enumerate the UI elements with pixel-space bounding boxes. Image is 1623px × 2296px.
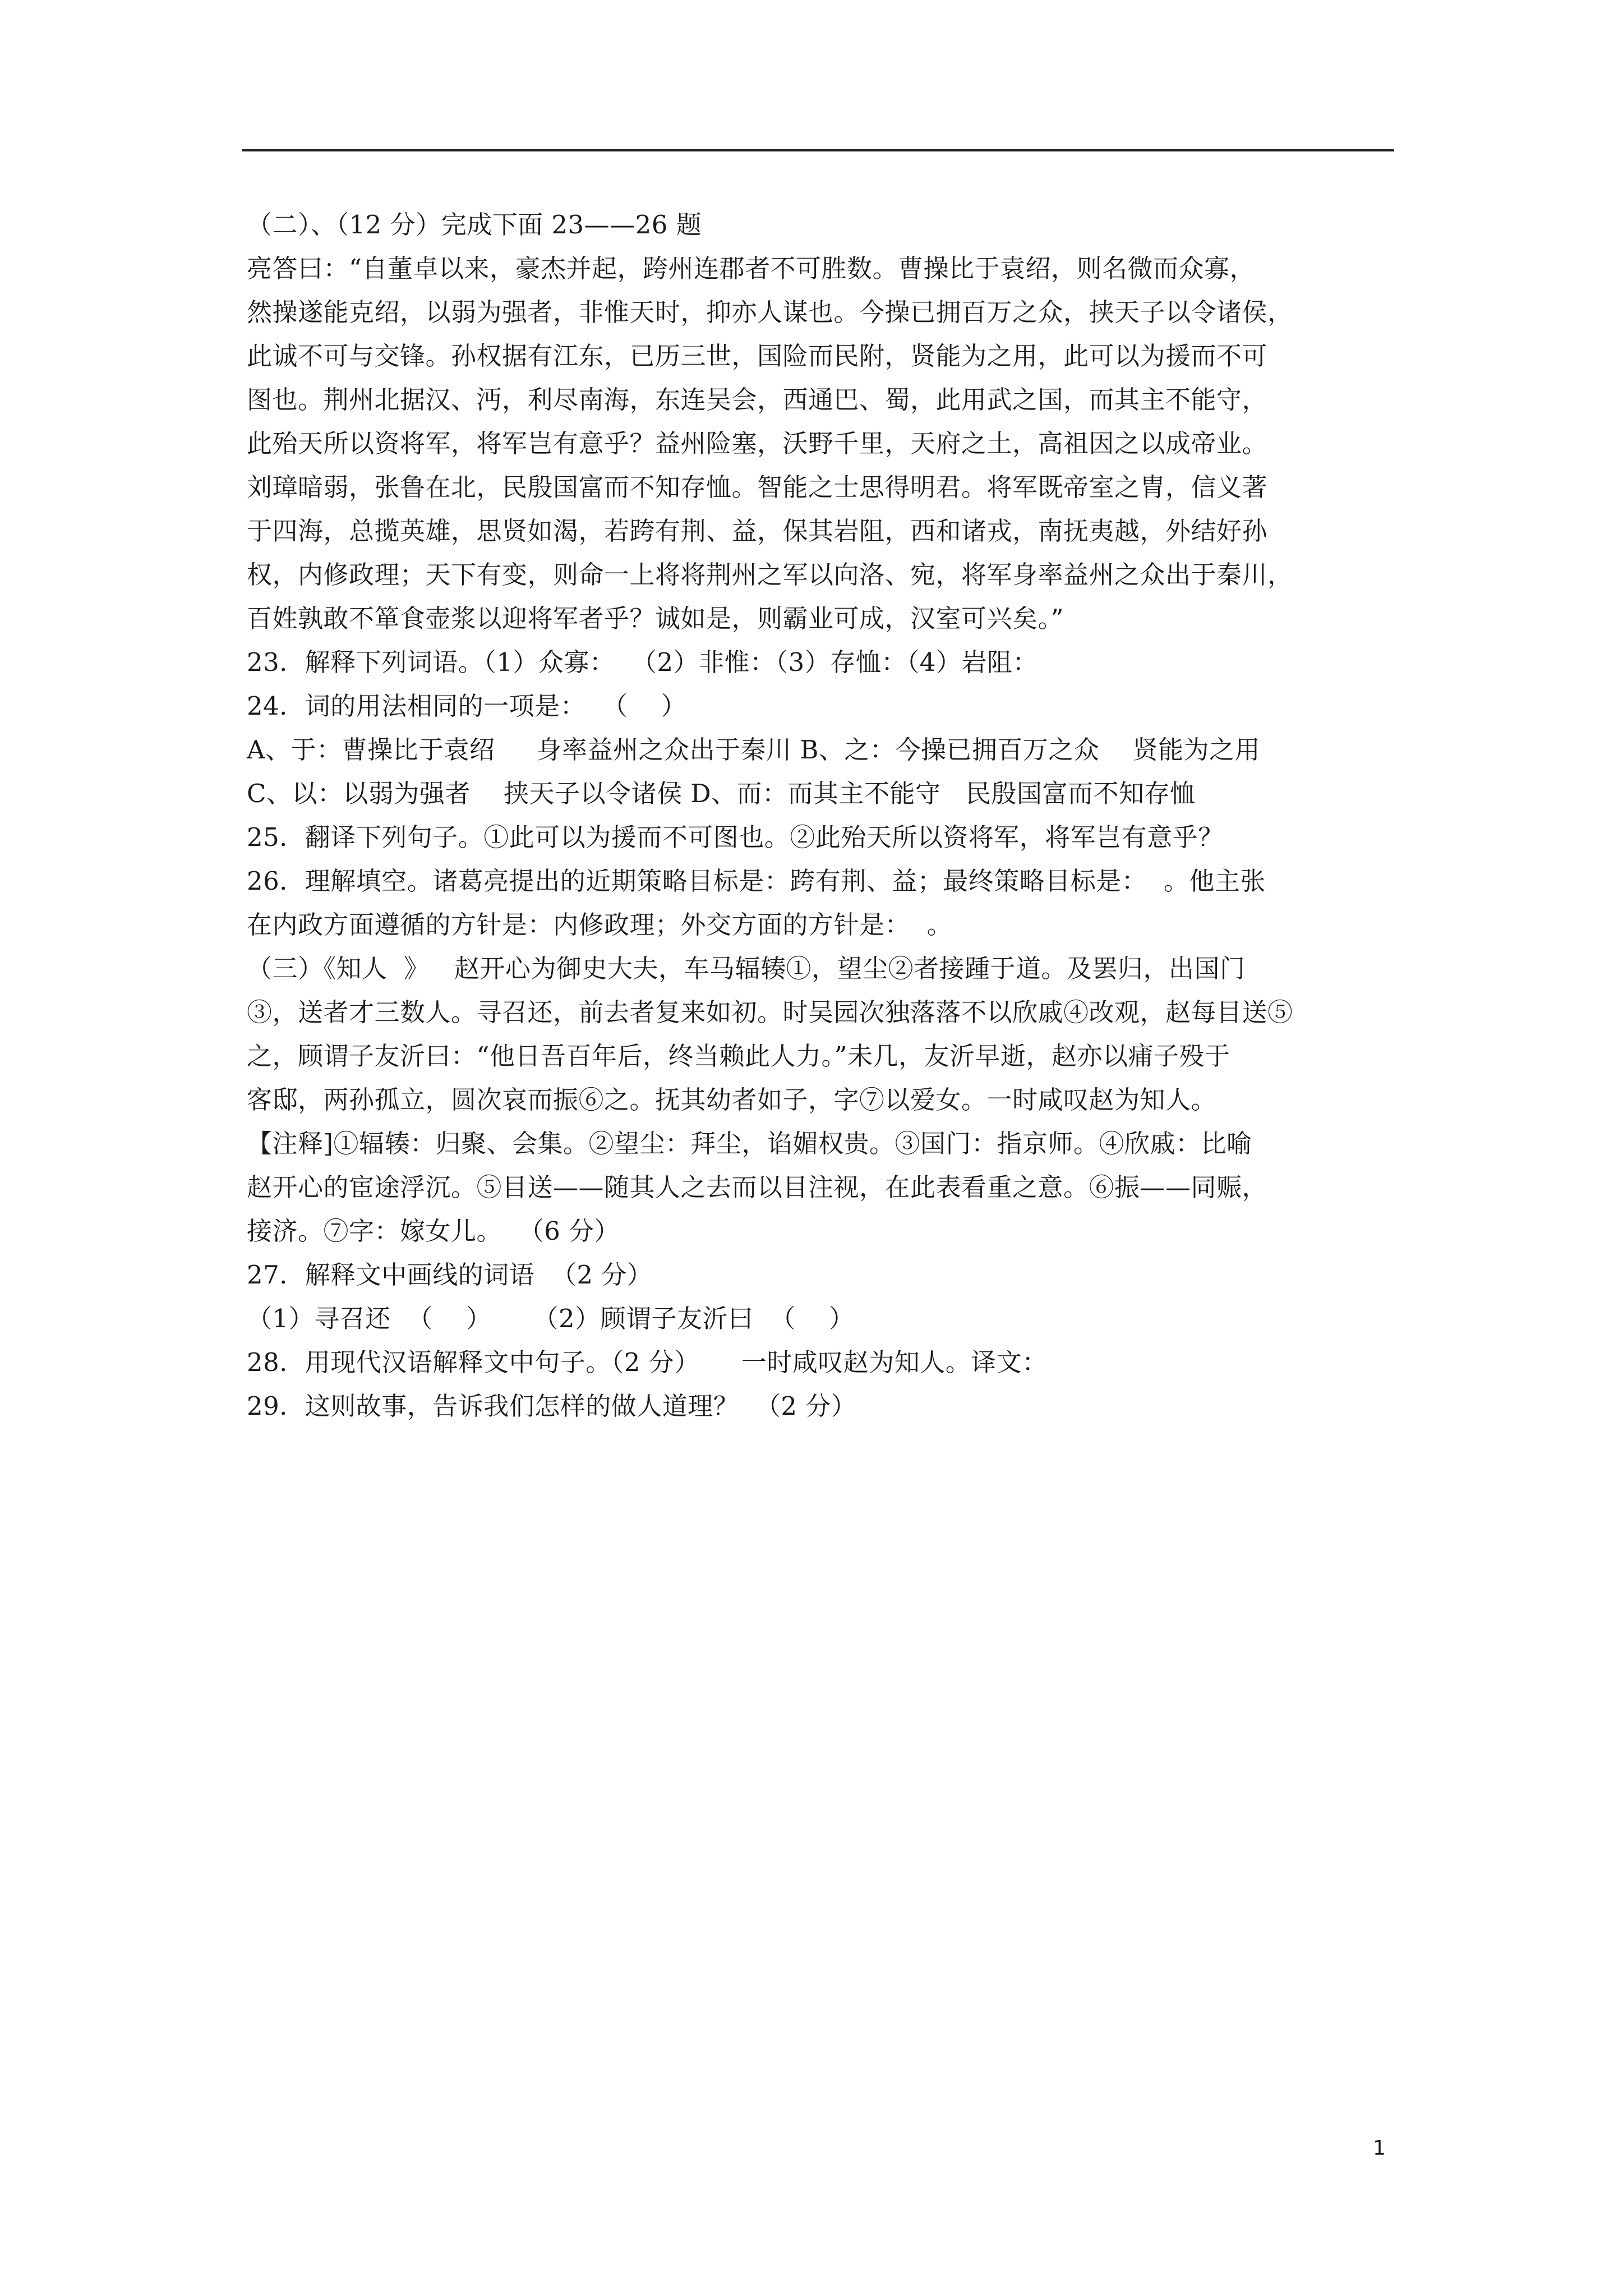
passage-line: 此诚不可与交锋。孙权据有江东，已历三世，国险而民附，贤能为之用，此可以为援而不可 xyxy=(247,341,1268,371)
header-rule xyxy=(242,149,1394,151)
passage-line: 百姓孰敢不箪食壶浆以迎将军者乎？诚如是，则霸业可成，汉室可兴矣。” xyxy=(247,604,1064,633)
passage-line: 亮答曰：“自董卓以来，豪杰并起，跨州连郡者不可胜数。曹操比于袁绍，则名微而众寡， xyxy=(247,254,1256,283)
section-heading: （二）、（12 分）完成下面 23——26 题 xyxy=(247,210,702,240)
section-three-passage-line: 客邸，两孙孤立，圆次哀而振⑥之。抚其幼者如子，字⑦以爱女。一时咸叹赵为知人。 xyxy=(247,1085,1217,1115)
passage-line: 此殆天所以资将军，将军岂有意乎？益州险塞，沃野千里，天府之土，高祖因之以成帝业。 xyxy=(247,429,1268,458)
section-three-passage-line: （三）《知人 》 赵开心为御史大夫，车马辐辏①，望尘②者接踵于道。及罢归，出国门 xyxy=(247,954,1246,983)
passage-line: 图也。荆州北据汉、沔，利尽南海，东连吴会，西通巴、蜀，此用武之国，而其主不能守， xyxy=(247,385,1268,415)
question-29: 29．这则故事，告诉我们怎样的做人道理？ （2 分） xyxy=(247,1391,857,1421)
question-28: 28．用现代汉语解释文中句子。（2 分） 一时咸叹赵为知人。译文： xyxy=(247,1347,1048,1377)
question-24-options-cd: C、以：以弱为强者 挟天子以令诸侯 D、而：而其主不能守 民殷国富而不知存恤 xyxy=(247,779,1196,808)
document-body xyxy=(247,203,1413,1428)
notes-line: 【注释]①辐辏：归聚、会集。②望尘：拜尘，谄媚权贵。③国门：指京师。④欣戚：比喻 xyxy=(247,1129,1252,1158)
question-24: 24．词的用法相同的一项是： （ ） xyxy=(247,691,687,721)
notes-line: 赵开心的宦途浮沉。⑤目送——随其人之去而以目注视，在此表看重之意。⑥振——同赈， xyxy=(247,1172,1268,1202)
question-23: 23．解释下列词语。（1）众寡： （2）非惟：（3）存恤：（4）岩阻： xyxy=(247,647,1038,677)
notes-line: 接济。⑦字：嫁女儿。 （6 分） xyxy=(247,1216,620,1246)
question-26: 26．理解填空。诸葛亮提出的近期策略目标是：跨有荆、益；最终策略目标是： 。他主张 xyxy=(247,866,1266,896)
passage-line: 刘璋暗弱，张鲁在北，民殷国富而不知存恤。智能之士思得明君。将军既帝室之胄，信义著 xyxy=(247,472,1268,502)
passage-line: 权，内修政理；天下有变，则命一上将将荆州之军以向洛、宛，将军身率益州之众出于秦川， xyxy=(247,560,1293,590)
question-27-items: （1）寻召还 （ ） （2）顾谓子友沂曰 （ ） xyxy=(247,1304,855,1333)
question-26-continued: 在内政方面遵循的方针是：内修政理；外交方面的方针是： 。 xyxy=(247,910,953,940)
passage-line: 然操遂能克绍，以弱为强者，非惟天时，抑亦人谋也。今操已拥百万之众，挟天子以令诸侯， xyxy=(247,297,1293,327)
section-three-passage-line: 之，顾谓子友沂曰：“他日吾百年后，终当赖此人力。”未几，友沂早逝，赵亦以痡子殁于 xyxy=(247,1041,1230,1071)
question-27: 27．解释文中画线的词语 （2 分） xyxy=(247,1260,653,1290)
question-25: 25．翻译下列句子。①此可以为援而不可图也。②此殆天所以资将军，将军岂有意乎？ xyxy=(247,822,1224,852)
question-24-options-ab: A、于：曹操比于袁绍 身率益州之众出于秦川 B、之：今操已拥百万之众 贤能为之用 xyxy=(247,735,1261,765)
section-three-passage-line: ③，送者才三数人。寻召还，前去者复来如初。时吴园次独落落不以欣戚④改观，赵每目送⑤ xyxy=(247,997,1293,1027)
passage-line: 于四海，总揽英雄，思贤如渴，若跨有荆、益，保其岩阻，西和诸戎，南抚夷越，外结好孙 xyxy=(247,516,1268,546)
page-number: 1 xyxy=(1373,2137,1386,2160)
